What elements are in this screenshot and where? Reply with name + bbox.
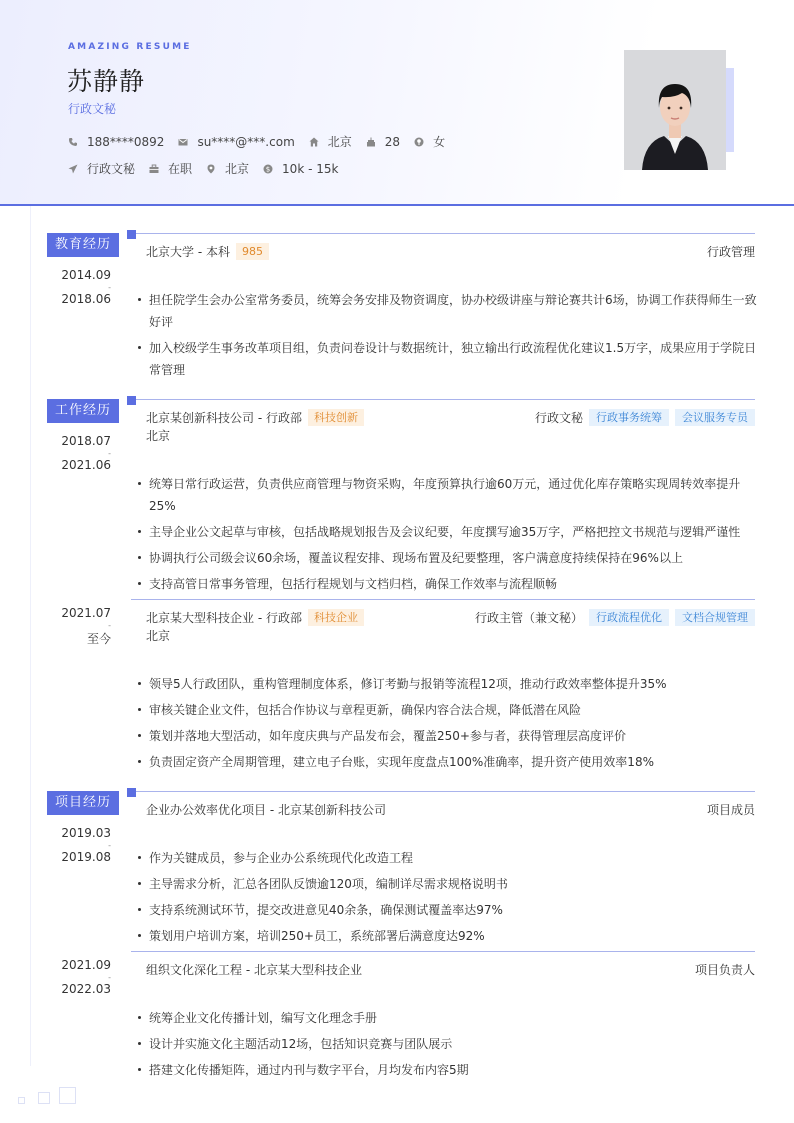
work-bullet: 领导5人行政团队，重构管理制度体系，修订考勤与报销等流程12项，推动行政效率整体提升35% <box>149 673 757 695</box>
project-bullet: 策划用户培训方案，培训250+员工，系统部署后满意度达92% <box>149 925 757 947</box>
entry-divider <box>131 951 755 952</box>
section-divider <box>131 233 755 234</box>
school-name: 北京大学 - 本科 <box>146 245 230 259</box>
major-row <box>707 243 755 260</box>
home-icon <box>309 137 319 147</box>
school-name-row <box>146 243 269 260</box>
position-tag: 行政事务统筹 <box>589 409 669 426</box>
major: 行政管理 <box>706 245 755 259</box>
gender-text: 女 <box>433 135 446 149</box>
money-icon <box>263 164 273 174</box>
intent-position-item <box>68 160 135 177</box>
company-name: 北京某大型科技企业 - 行政部 <box>146 611 302 625</box>
footer-decoration <box>18 1097 25 1104</box>
portrait-illustration <box>624 50 726 170</box>
section-divider <box>131 399 755 400</box>
education-bullet: 加入校级学生事务改革项目组，负责问卷设计与数据统计，独立输出行政流程优化建议1.5万字，成果应用于学院日常管理 <box>149 337 757 381</box>
work-bullet: 支持高管日常事务管理，包括行程规划与文档归档，确保工作效率与流程顺畅 <box>149 573 757 595</box>
position-row <box>475 609 755 626</box>
entry-divider <box>131 599 755 600</box>
work-bullet: 协调执行公司级会议60余场，覆盖议程安排、现场布置及纪要整理，客户满意度持续保持在96%以上 <box>149 547 757 569</box>
profile-photo <box>624 50 726 170</box>
section-divider <box>131 791 755 792</box>
employment-status-item <box>149 160 192 177</box>
work-start-date: 2018.07 <box>61 434 111 448</box>
gender-icon <box>414 137 424 147</box>
position-tag: 会议服务专员 <box>675 409 755 426</box>
phone-item <box>68 135 164 149</box>
date-separator: - <box>108 973 111 982</box>
employment-status-text: 在职 <box>168 162 193 176</box>
age-item <box>366 135 400 149</box>
position-tag: 文档合规管理 <box>675 609 755 626</box>
intent-position-text: 行政文秘 <box>87 162 136 176</box>
date-separator: - <box>108 841 111 850</box>
work-city: 北京 <box>146 429 171 443</box>
project-role: 项目成员 <box>706 803 755 817</box>
gender-item <box>414 133 445 150</box>
mail-icon <box>178 137 188 147</box>
section-marker <box>127 396 136 405</box>
project-start-date: 2019.03 <box>61 826 111 840</box>
intent-city-text: 北京 <box>225 162 250 176</box>
cake-icon <box>366 137 376 147</box>
section-title-education: 教育经历 <box>47 233 119 257</box>
salary-item <box>263 162 338 176</box>
education-end-date: 2018.06 <box>61 292 111 306</box>
work-bullet: 负责固定资产全周期管理，建立电子台账，实现年度盘点100%准确率，提升资产使用效率18% <box>149 751 757 773</box>
work-end-date: 2021.06 <box>61 458 111 472</box>
position-row <box>535 409 755 426</box>
education-bullet: 担任院学生会办公室常务委员，统筹会务安排及物资调度，协办校级讲座与辩论赛共计6场，协调工作获得师生一致好评 <box>149 289 757 333</box>
project-end-date: 2022.03 <box>61 982 111 996</box>
project-bullet: 支持系统测试环节，提交改进意见40余条，确保测试覆盖率达97% <box>149 899 757 921</box>
work-bullet: 策划并落地大型活动，如年度庆典与产品发布会，覆盖250+参与者，获得管理层高度评价 <box>149 725 757 747</box>
company-name: 北京某创新科技公司 - 行政部 <box>146 411 302 425</box>
contact-row <box>68 133 459 150</box>
work-bullet: 审核关键企业文件，包括合作协议与章程更新，确保内容合法合规，降低潜在风险 <box>149 699 757 721</box>
candidate-name: 苏静静 <box>67 67 146 96</box>
section-marker <box>127 788 136 797</box>
company-badge: 科技创新 <box>308 409 364 426</box>
home-city-item <box>309 133 352 150</box>
email-item <box>178 135 294 149</box>
education-start-date: 2014.09 <box>61 268 111 282</box>
phone-text: 188****0892 <box>87 134 165 149</box>
position: 行政文秘 <box>534 411 583 425</box>
project-start-date: 2021.09 <box>61 958 111 972</box>
company-badge: 科技企业 <box>308 609 364 626</box>
footer-decoration <box>38 1092 50 1104</box>
briefcase-icon <box>149 164 159 174</box>
email-text: su****@***.com <box>197 134 295 149</box>
footer-decoration <box>59 1087 76 1104</box>
work-start-date: 2021.07 <box>61 606 111 620</box>
location-pin-icon <box>206 164 216 174</box>
timeline-guide <box>30 206 31 1066</box>
project-name-row <box>146 801 386 818</box>
section-title-projects: 项目经历 <box>47 791 119 815</box>
job-intent-row <box>68 160 352 177</box>
project-bullet: 作为关键成员，参与企业办公系统现代化改造工程 <box>149 847 757 869</box>
project-role-row <box>695 961 755 978</box>
work-city: 北京 <box>146 629 171 643</box>
phone-icon <box>68 137 78 147</box>
svg-text:$: $ <box>265 165 271 174</box>
salary-text: 10k - 15k <box>282 161 339 176</box>
project-bullet: 设计并实施文化主题活动12场，包括知识竞赛与团队展示 <box>149 1033 757 1055</box>
company-row <box>146 609 364 626</box>
date-separator: - <box>108 449 111 458</box>
position-tag: 行政流程优化 <box>589 609 669 626</box>
section-title-work: 工作经历 <box>47 399 119 423</box>
send-icon <box>68 164 78 174</box>
project-name: 企业办公效率优化项目 - 北京某创新科技公司 <box>146 803 386 817</box>
project-bullet: 主导需求分析，汇总各团队反馈逾120项，编制详尽需求规格说明书 <box>149 873 757 895</box>
project-end-date: 2019.08 <box>61 850 111 864</box>
project-bullet: 搭建文化传播矩阵，通过内刊与数字平台，月均发布内容5期 <box>149 1059 757 1081</box>
intent-city-item <box>206 160 249 177</box>
date-separator: - <box>108 283 111 292</box>
position: 行政主管（兼文秘） <box>474 611 583 625</box>
project-bullet: 统筹企业文化传播计划，编写文化理念手册 <box>149 1007 757 1029</box>
project-name: 组织文化深化工程 - 北京某大型科技企业 <box>146 963 362 977</box>
job-title: 行政文秘 <box>68 102 117 116</box>
section-marker <box>127 230 136 239</box>
project-name-row <box>146 961 362 978</box>
home-city-text: 北京 <box>327 135 352 149</box>
project-role-row <box>707 801 755 818</box>
date-separator: - <box>108 621 111 630</box>
project-role: 项目负责人 <box>694 963 755 977</box>
school-badge: 985 <box>236 243 269 260</box>
work-bullet: 统筹日常行政运营，负责供应商管理与物资采购，年度预算执行逾60万元，通过优化库存策略实现周转效率提升25% <box>149 473 757 517</box>
work-end-date: 至今 <box>86 632 111 646</box>
resume-header <box>0 0 794 206</box>
work-bullet: 主导企业公文起草与审核，包括战略规划报告及会议纪要，年度撰写逾35万字，严格把控文书规范与逻辑严谨性 <box>149 521 757 543</box>
tagline: AMAZING RESUME <box>68 42 192 52</box>
company-row <box>146 409 364 426</box>
age-text: 28 <box>384 134 401 149</box>
